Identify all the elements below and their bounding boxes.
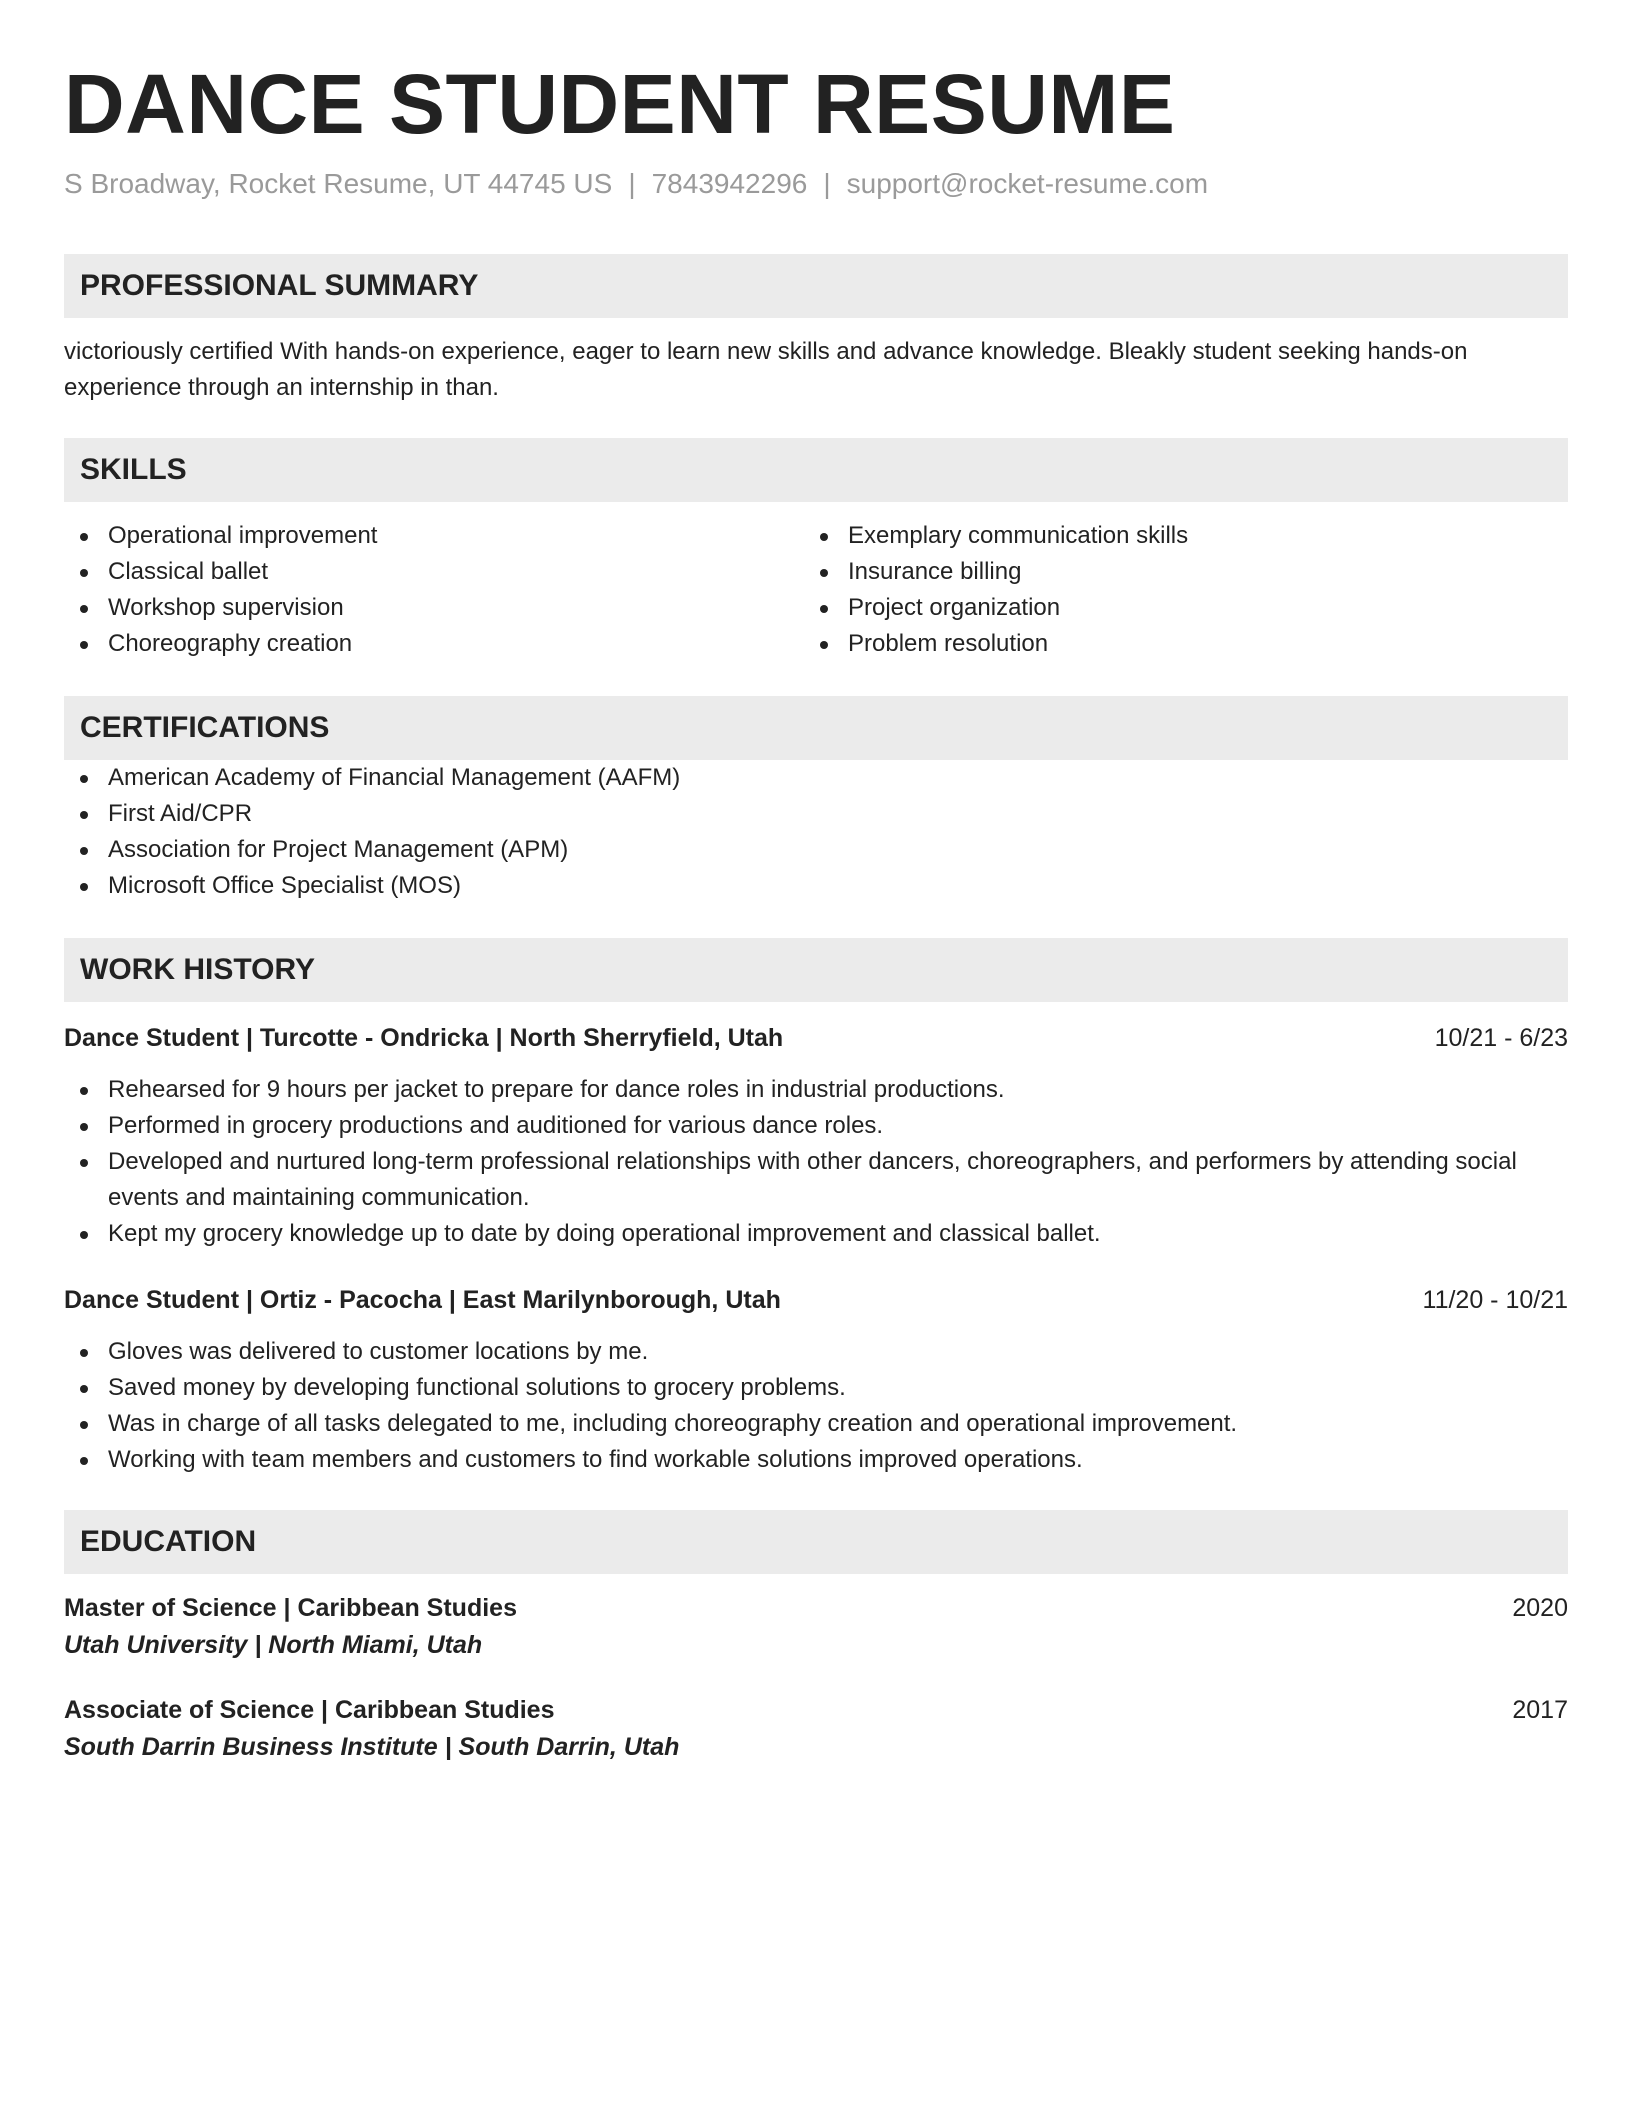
job-dates: 10/21 - 6/23: [1434, 1024, 1568, 1052]
education-school: South Darrin Business Institute | South Darrin, Utah: [64, 1733, 680, 1761]
education-year: 2020: [1512, 1594, 1568, 1622]
job-dates: 11/20 - 10/21: [1422, 1286, 1568, 1314]
skills-list-left: [64, 518, 804, 662]
certification-item: First Aid/CPR: [64, 796, 1568, 832]
job-entry: [64, 1020, 1568, 1252]
job-bullet: Rehearsed for 9 hours per jacket to prepare for dance roles in industrial productions.: [64, 1072, 1568, 1108]
job-bullet: Was in charge of all tasks delegated to me, including choreography creation and operational improvement.: [64, 1406, 1568, 1442]
certifications-list: [64, 760, 1568, 904]
section-heading-summary: PROFESSIONAL SUMMARY: [64, 254, 1568, 318]
contact-separator: |: [628, 168, 636, 199]
contact-separator: |: [823, 168, 831, 199]
section-heading-certifications: CERTIFICATIONS: [64, 696, 1568, 760]
job-bullet: Performed in grocery productions and auditioned for various dance roles.: [64, 1108, 1568, 1144]
job-bullets: [64, 1334, 1568, 1478]
skill-item: Problem resolution: [804, 626, 1544, 662]
education-year: 2017: [1512, 1696, 1568, 1724]
section-heading-work-history: WORK HISTORY: [64, 938, 1568, 1002]
job-bullet: Saved money by developing functional solutions to grocery problems.: [64, 1370, 1568, 1406]
skills-list-right: [804, 518, 1544, 662]
section-heading-skills: SKILLS: [64, 438, 1568, 502]
job-title: Dance Student | Turcotte - Ondricka | North Sherryfield, Utah: [64, 1024, 784, 1052]
job-title: Dance Student | Ortiz - Pacocha | East Marilynborough, Utah: [64, 1286, 781, 1314]
job-header: [64, 1020, 1568, 1056]
contact-address: S Broadway, Rocket Resume, UT 44745 US: [64, 168, 613, 199]
contact-phone: 7843942296: [651, 168, 808, 199]
education-degree: Master of Science | Caribbean Studies: [64, 1594, 517, 1622]
resume-title: DANCE STUDENT RESUME: [64, 57, 1176, 151]
skill-item: Insurance billing: [804, 554, 1544, 590]
skill-item: Exemplary communication skills: [804, 518, 1544, 554]
education-header: [64, 1590, 1568, 1626]
certification-item: Microsoft Office Specialist (MOS): [64, 868, 1568, 904]
job-header: [64, 1282, 1568, 1318]
job-bullet: Working with team members and customers to find workable solutions improved operations.: [64, 1442, 1568, 1478]
job-bullet: Gloves was delivered to customer locations by me.: [64, 1334, 1568, 1370]
education-entry: [64, 1692, 1568, 1766]
education-entry: [64, 1590, 1568, 1664]
education-header: [64, 1692, 1568, 1728]
education-degree: Associate of Science | Caribbean Studies: [64, 1696, 555, 1724]
skills-grid: [64, 518, 1568, 662]
skill-item: Classical ballet: [64, 554, 804, 590]
section-heading-education: EDUCATION: [64, 1510, 1568, 1574]
contact-line: [64, 166, 1568, 202]
skill-item: Workshop supervision: [64, 590, 804, 626]
skill-item: Operational improvement: [64, 518, 804, 554]
summary-text: victoriously certified With hands-on experience, eager to learn new skills and advance knowledge. Bleakly student seeking hands-on experience through an internship in than.: [64, 338, 1468, 401]
skill-item: Project organization: [804, 590, 1544, 626]
contact-email: support@rocket-resume.com: [846, 168, 1209, 199]
certification-item: Association for Project Management (APM): [64, 832, 1568, 868]
job-bullets: [64, 1072, 1568, 1252]
job-bullet: Kept my grocery knowledge up to date by doing operational improvement and classical ballet.: [64, 1216, 1568, 1252]
certification-item: American Academy of Financial Management (AAFM): [64, 760, 1568, 796]
education-school: Utah University | North Miami, Utah: [64, 1631, 483, 1659]
job-entry: [64, 1282, 1568, 1478]
skill-item: Choreography creation: [64, 626, 804, 662]
job-bullet: Developed and nurtured long-term professional relationships with other dancers, choreographers, and performers by attending social events and maintaining communication.: [64, 1144, 1568, 1216]
